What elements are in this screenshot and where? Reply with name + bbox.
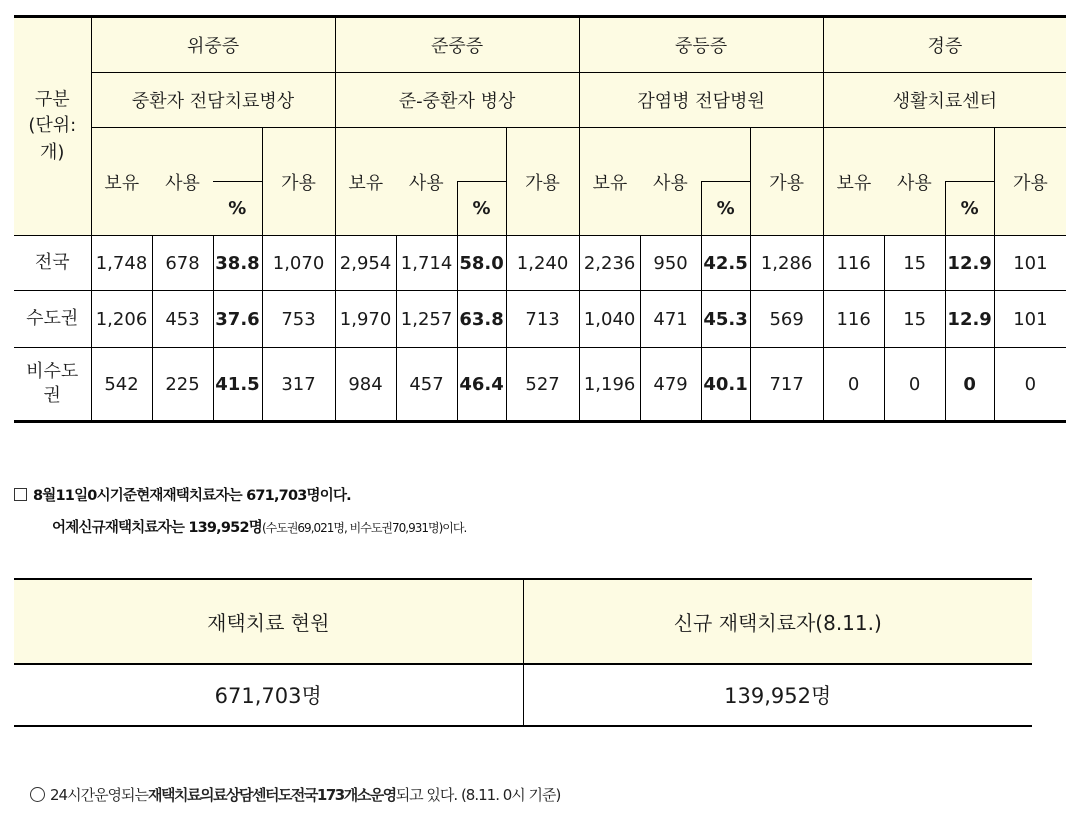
cell-own: 1,206 <box>91 291 152 348</box>
sub-pct: % <box>457 182 506 236</box>
cell-avail: 101 <box>994 291 1066 348</box>
sub-pct: % <box>701 182 750 236</box>
cell-used: 1,257 <box>396 291 457 348</box>
cell-own: 1,196 <box>579 348 640 422</box>
note-line-2-end: 이다. <box>442 521 467 535</box>
gubun-header-cell <box>14 17 91 236</box>
cell-own: 0 <box>823 348 884 422</box>
gubun-unit2: 개) <box>40 141 65 163</box>
sub-avail: 가용 <box>262 128 335 236</box>
severity-moderate: 중등증 <box>579 17 823 73</box>
severity-header-row <box>14 17 1066 73</box>
cell-used: 225 <box>152 348 213 422</box>
cell-pct: 63.8 <box>457 291 506 348</box>
footer-suffix: 되고 있다. (8.11. 0시 기준) <box>395 786 561 804</box>
cell-used: 479 <box>640 348 701 422</box>
cell-pct: 0 <box>945 348 994 422</box>
table-row <box>14 348 1066 422</box>
cell-avail: 101 <box>994 236 1066 291</box>
home-header-row <box>14 579 1032 664</box>
sub-own: 보유 <box>335 128 396 236</box>
cell-own: 984 <box>335 348 396 422</box>
cell-pct: 40.1 <box>701 348 750 422</box>
note-line-2-main: 어제신규재택치료자는 139,952명 <box>52 520 262 536</box>
cell-avail: 717 <box>750 348 823 422</box>
sub-used: 사용 <box>884 128 945 236</box>
cell-own: 116 <box>823 236 884 291</box>
cell-own: 116 <box>823 291 884 348</box>
sub-own: 보유 <box>823 128 884 236</box>
bed-type-infection-hospital: 감염병 전담병원 <box>579 73 823 128</box>
cell-pct: 46.4 <box>457 348 506 422</box>
cell-avail: 713 <box>506 291 579 348</box>
bed-type-icu: 중환자 전담치료병상 <box>91 73 335 128</box>
value-current-patients: 671,703명 <box>214 684 322 708</box>
sub-header-row <box>14 128 1066 182</box>
sub-pct-spacer <box>945 128 994 182</box>
cell-avail: 1,070 <box>262 236 335 291</box>
sub-pct-spacer <box>213 128 262 182</box>
bed-status-table <box>14 15 1066 423</box>
table-row <box>14 236 1066 291</box>
bed-type-header-row <box>14 73 1066 128</box>
cell-used: 15 <box>884 236 945 291</box>
cell-pct: 38.8 <box>213 236 262 291</box>
bed-type-semi-icu: 준-중환자 병상 <box>335 73 579 128</box>
value-new-patients: 139,952명 <box>523 664 1032 726</box>
sub-avail: 가용 <box>506 128 579 236</box>
footer-bold: 재택치료의료상담센터도전국173개소운영 <box>148 786 396 804</box>
sub-pct-spacer <box>701 128 750 182</box>
cell-used: 1,714 <box>396 236 457 291</box>
cell-pct: 45.3 <box>701 291 750 348</box>
sub-pct-spacer <box>457 128 506 182</box>
cell-own: 1,748 <box>91 236 152 291</box>
severity-critical: 위중증 <box>91 17 335 73</box>
cell-used: 678 <box>152 236 213 291</box>
cell-used: 0 <box>884 348 945 422</box>
cell-pct: 58.0 <box>457 236 506 291</box>
home-treatment-table <box>14 578 1032 727</box>
cell-avail: 527 <box>506 348 579 422</box>
note-line-2 <box>52 516 466 537</box>
footer-prefix: 24시간운영되는 <box>50 786 149 804</box>
cell-avail: 1,286 <box>750 236 823 291</box>
cell-pct: 12.9 <box>945 236 994 291</box>
cell-pct: 41.5 <box>213 348 262 422</box>
bed-type-treatment-center: 생활치료센터 <box>823 73 1066 128</box>
severity-mild: 경증 <box>823 17 1066 73</box>
sub-avail: 가용 <box>994 128 1066 236</box>
cell-avail: 753 <box>262 291 335 348</box>
sub-used: 사용 <box>152 128 213 236</box>
cell-own: 1,040 <box>579 291 640 348</box>
cell-used: 457 <box>396 348 457 422</box>
cell-used: 471 <box>640 291 701 348</box>
cell-pct: 42.5 <box>701 236 750 291</box>
sub-pct: % <box>213 182 262 236</box>
gubun-label: 구분 <box>34 89 70 111</box>
cell-avail: 1,240 <box>506 236 579 291</box>
sub-used: 사용 <box>396 128 457 236</box>
checkbox-bullet-icon <box>14 488 27 501</box>
header-new-patients: 신규 재택치료자(8.11.) <box>523 579 1032 664</box>
cell-pct: 37.6 <box>213 291 262 348</box>
row-label-non-capital: 비수도권 <box>14 348 91 422</box>
cell-used: 15 <box>884 291 945 348</box>
cell-avail: 0 <box>994 348 1066 422</box>
row-label-nationwide: 전국 <box>14 236 91 291</box>
cell-own: 2,236 <box>579 236 640 291</box>
row-label-capital: 수도권 <box>14 291 91 348</box>
note-line-1 <box>14 484 351 505</box>
cell-used: 950 <box>640 236 701 291</box>
cell-own: 1,970 <box>335 291 396 348</box>
cell-avail: 317 <box>262 348 335 422</box>
gubun-unit: (단위: <box>28 115 77 137</box>
note-line-2-detail: (수도권69,021명, 비수도권70,931명) <box>261 521 443 535</box>
sub-own: 보유 <box>579 128 640 236</box>
sub-pct: % <box>945 182 994 236</box>
circle-bullet-icon <box>30 787 45 802</box>
sub-avail: 가용 <box>750 128 823 236</box>
cell-pct: 12.9 <box>945 291 994 348</box>
note-line-1-text: 8월11일0시기준현재재택치료자는 671,703명이다. <box>33 488 351 504</box>
cell-used: 453 <box>152 291 213 348</box>
cell-own: 542 <box>91 348 152 422</box>
home-value-row <box>14 664 1032 726</box>
cell-avail: 569 <box>750 291 823 348</box>
table-row <box>14 291 1066 348</box>
sub-used: 사용 <box>640 128 701 236</box>
header-current-patients: 재택치료 현원 <box>14 579 523 664</box>
cell-own: 2,954 <box>335 236 396 291</box>
severity-semi-critical: 준중증 <box>335 17 579 73</box>
sub-own: 보유 <box>91 128 152 236</box>
footer-note <box>30 784 560 805</box>
